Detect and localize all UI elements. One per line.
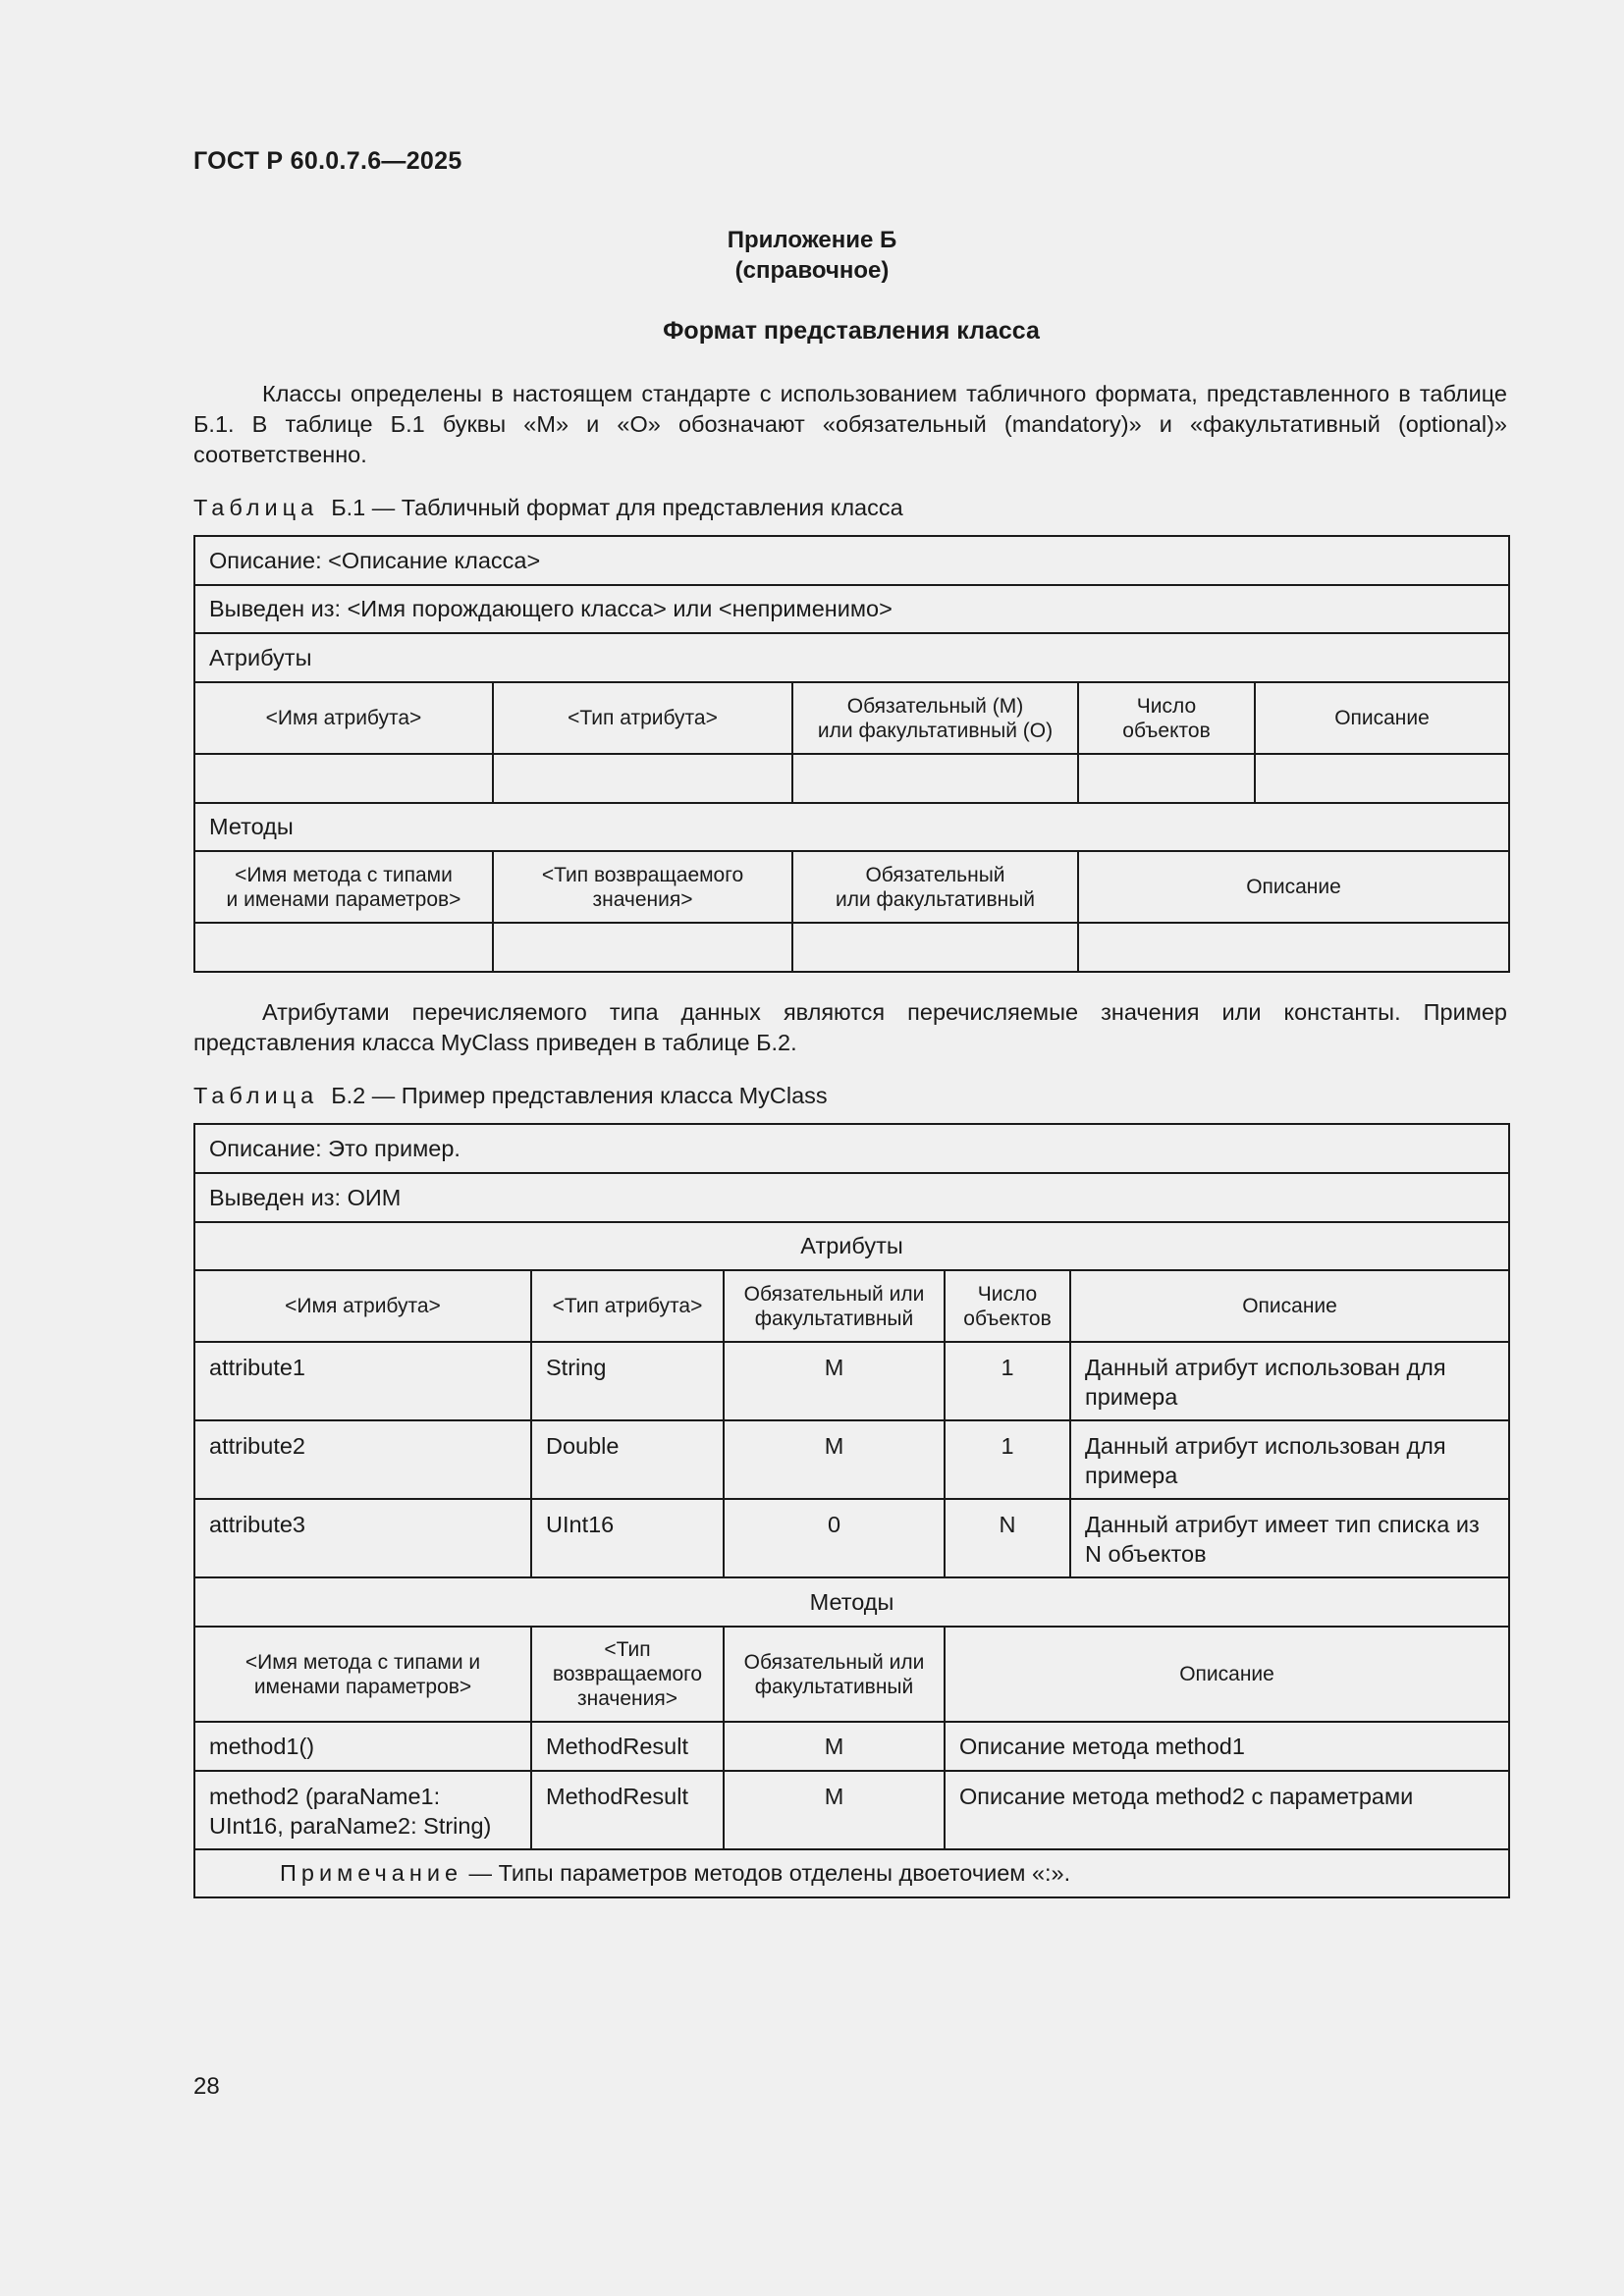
table-note-row xyxy=(194,1849,1509,1897)
attribute-name-cell: attribute2 xyxy=(194,1420,531,1499)
table-header-row xyxy=(194,1270,1509,1342)
empty-attribute-row xyxy=(194,754,1509,803)
attribute-type-cell: UInt16 xyxy=(531,1499,724,1577)
method-description-cell: Описание метода method2 с параметрами xyxy=(945,1771,1509,1849)
class-description-cell: Описание: <Описание класса> xyxy=(194,536,1509,585)
method-return-cell: MethodResult xyxy=(531,1722,724,1771)
attribute-mo-cell: M xyxy=(724,1420,945,1499)
attribute-count-cell: N xyxy=(945,1499,1070,1577)
table-row xyxy=(194,1342,1509,1420)
annex-title: Приложение Б xyxy=(727,227,897,253)
table-cell xyxy=(194,754,493,803)
section-title: Формат представления класса xyxy=(663,317,1040,345)
table-row xyxy=(194,1222,1509,1270)
column-header: Описание xyxy=(1070,1270,1509,1342)
table-row xyxy=(194,1499,1509,1577)
page-number: 28 xyxy=(193,2073,220,2100)
attribute-count-cell: 1 xyxy=(945,1420,1070,1499)
attribute-type-cell: Double xyxy=(531,1420,724,1499)
table-row xyxy=(194,1577,1509,1627)
table-cell xyxy=(792,754,1078,803)
empty-method-row xyxy=(194,923,1509,972)
table-cell xyxy=(493,923,792,972)
table-header-row xyxy=(194,682,1509,754)
table-row xyxy=(194,1420,1509,1499)
table-caption-label: Таблица xyxy=(193,495,319,520)
attribute-description-cell: Данный атрибут использован для примера xyxy=(1070,1342,1509,1420)
method-return-cell: MethodResult xyxy=(531,1771,724,1849)
attribute-name-cell: attribute3 xyxy=(194,1499,531,1577)
column-header: Описание xyxy=(1255,682,1509,754)
table-row xyxy=(194,1124,1509,1173)
annex-type: (справочное) xyxy=(734,257,890,284)
table-row xyxy=(194,803,1509,851)
column-header: Обязательный или факультативный xyxy=(724,1270,945,1342)
table-header-row xyxy=(194,1627,1509,1722)
column-header: <Тип атрибута> xyxy=(531,1270,724,1342)
column-header: Обязательный или факультативный xyxy=(792,851,1078,923)
note-label: Примечание xyxy=(280,1860,463,1886)
column-header: Описание xyxy=(945,1627,1509,1722)
derived-from-cell: Выведен из: <Имя порождающего класса> или <неприменимо> xyxy=(194,585,1509,633)
column-header: <Тип возвращаемого значения> xyxy=(531,1627,724,1722)
column-header: Обязательный (М) или факультативный (О) xyxy=(792,682,1078,754)
table1-caption xyxy=(193,493,903,522)
table-row xyxy=(194,633,1509,682)
table2-caption xyxy=(193,1081,828,1110)
column-header: <Тип атрибута> xyxy=(493,682,792,754)
column-header: Обязательный или факультативный xyxy=(724,1627,945,1722)
table-header-row xyxy=(194,851,1509,923)
table-row xyxy=(194,1771,1509,1849)
attribute-description-cell: Данный атрибут использован для примера xyxy=(1070,1420,1509,1499)
method-mo-cell: M xyxy=(724,1722,945,1771)
attributes-section-label: Атрибуты xyxy=(194,633,1509,682)
annex-heading xyxy=(0,225,1624,286)
table-cell xyxy=(1078,754,1255,803)
method-name-cell: method1() xyxy=(194,1722,531,1771)
class-description-cell: Описание: Это пример. xyxy=(194,1124,1509,1173)
table-note xyxy=(194,1849,1509,1897)
attribute-description-cell: Данный атрибут имеет тип списка из N объектов xyxy=(1070,1499,1509,1577)
column-header: <Тип возвращаемого значения> xyxy=(493,851,792,923)
table-row xyxy=(194,1722,1509,1771)
methods-section-label: Методы xyxy=(194,803,1509,851)
column-header: <Имя метода с типами и именами параметров> xyxy=(194,851,493,923)
table-caption-text: Б.2 — Пример представления класса MyClass xyxy=(331,1083,828,1108)
column-header: <Имя метода с типами и именами параметров> xyxy=(194,1627,531,1722)
table-b1 xyxy=(193,535,1510,973)
column-header: <Имя атрибута> xyxy=(194,1270,531,1342)
table-caption-text: Б.1 — Табличный формат для представления класса xyxy=(331,495,903,520)
table-cell xyxy=(1078,923,1509,972)
method-mo-cell: M xyxy=(724,1771,945,1849)
attribute-type-cell: String xyxy=(531,1342,724,1420)
note-text: — Типы параметров методов отделены двоеточием «:». xyxy=(462,1860,1071,1886)
table-cell xyxy=(792,923,1078,972)
attribute-name-cell: attribute1 xyxy=(194,1342,531,1420)
table-cell xyxy=(194,923,493,972)
column-header: <Имя атрибута> xyxy=(194,682,493,754)
table-cell xyxy=(1255,754,1509,803)
table-b2 xyxy=(193,1123,1510,1898)
method-name-cell: method2 (paraName1: UInt16, paraName2: String) xyxy=(194,1771,531,1849)
attribute-mo-cell: M xyxy=(724,1342,945,1420)
table-caption-label: Таблица xyxy=(193,1083,319,1108)
column-header: Описание xyxy=(1078,851,1509,923)
methods-section-label: Методы xyxy=(194,1577,1509,1627)
document-code: ГОСТ Р 60.0.7.6—2025 xyxy=(193,147,462,175)
table-cell xyxy=(493,754,792,803)
intro-paragraph: Классы определены в настоящем стандарте с использованием табличного формата, представленного в таблице Б.1. В таблице Б.1 буквы «М» и «О» обозначают «обязательный (mandatory)» и «факультативный (optional)» соответственно. xyxy=(193,381,1507,467)
method-description-cell: Описание метода method1 xyxy=(945,1722,1509,1771)
table-row xyxy=(194,585,1509,633)
attributes-section-label: Атрибуты xyxy=(194,1222,1509,1270)
table-row xyxy=(194,536,1509,585)
column-header: Число объектов xyxy=(945,1270,1070,1342)
table-row xyxy=(194,1173,1509,1222)
derived-from-cell: Выведен из: ОИМ xyxy=(194,1173,1509,1222)
attribute-count-cell: 1 xyxy=(945,1342,1070,1420)
attribute-mo-cell: 0 xyxy=(724,1499,945,1577)
column-header: Число объектов xyxy=(1078,682,1255,754)
middle-paragraph: Атрибутами перечисляемого типа данных являются перечисляемые значения или константы. Пример представления класса MyClass приведен в таблице Б.2. xyxy=(193,999,1507,1055)
